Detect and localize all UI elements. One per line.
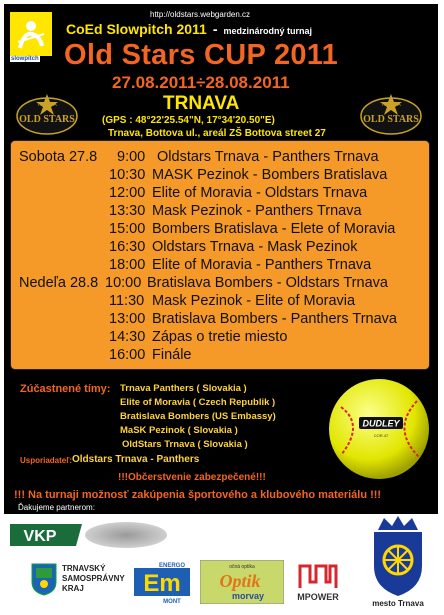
sponsors-label: Ďakujeme partnerom: <box>18 503 95 512</box>
vkp-logo <box>10 524 82 546</box>
team-item: Elite of Moravia ( Czech Republik ) <box>120 397 276 408</box>
dash: - <box>212 21 218 37</box>
event-city: TRNAVA <box>163 93 240 114</box>
event-dates: 27.08.2011÷28.08.2011 <box>112 73 290 92</box>
schedule-match: Oldstars Trnava - Mask Pezinok <box>152 239 358 255</box>
energo-bot: MONT <box>163 599 181 604</box>
energo-top: ENERGO <box>158 563 186 569</box>
schedule-time: 13:30 <box>109 203 146 219</box>
oldstars-logo-top-text: TRNAVA <box>37 102 57 108</box>
slowpitch-logo <box>10 12 52 60</box>
schedule-match: Bombers Bratislava - Elete of Moravia <box>152 221 396 237</box>
optik-morvay-logo <box>200 560 284 604</box>
venue-address: Trnava, Bottova ul., areál ZŠ Bottova street 27 <box>108 128 326 139</box>
schedule-time: 14:30 <box>109 329 146 345</box>
mpower-text: MPOWER <box>297 592 339 602</box>
schedule-time: 12:00 <box>109 185 146 201</box>
schedule-match: MASK Pezinok - Bombers Bratislava <box>152 167 388 183</box>
schedule-time: 13:00 <box>109 311 146 327</box>
mesto-trnava-logo <box>364 514 432 608</box>
schedule-match: Mask Pezinok - Panthers Trnava <box>152 203 362 219</box>
team-item: Trnava Panthers ( Slovakia ) <box>120 383 247 394</box>
organizer-value: Oldstars Trnava - Panthers <box>72 454 200 465</box>
team-item: MaSK Pezinok ( Slovakia ) <box>120 425 238 436</box>
schedule-match: Elite of Moravia - Panthers Trnava <box>152 257 372 273</box>
schedule-time: 10:30 <box>109 167 146 183</box>
gravel-image <box>84 520 168 550</box>
schedule-match: Elite of Moravia - Oldstars Trnava <box>152 185 368 201</box>
schedule-match: Oldstars Trnava - Panthers Trnava <box>157 149 379 165</box>
kraj-coat-of-arms <box>30 562 58 596</box>
schedule-day: Nedeľa 28.8 <box>19 275 99 291</box>
softball-image <box>327 377 431 481</box>
optik-sub: morvay <box>231 591 265 601</box>
schedule-panel <box>10 140 430 370</box>
participants-label: Zúčastnené tímy: <box>20 383 111 395</box>
energomont-logo <box>132 560 192 604</box>
oldstars-logo-right <box>360 92 422 136</box>
oldstars-logo-top-text: TRNAVA <box>381 102 401 108</box>
sponsor-strip <box>4 514 438 610</box>
schedule-match: Zápas o tretie miesto <box>152 329 288 345</box>
kraj-line3: KRAJ <box>62 584 84 593</box>
mpower-logo <box>290 562 346 602</box>
slowpitch-logo-text: slowpitch <box>11 56 39 62</box>
refreshments-note: !!!Občerstvenie zabezpečené!!! <box>118 472 266 483</box>
mesto-text: mesto Trnava <box>372 599 424 608</box>
schedule-time: 16:00 <box>109 347 146 363</box>
ball-brand: DUDLEY <box>362 418 400 429</box>
schedule-time: 10:00 <box>105 275 142 291</box>
team-item: OldStars Trnava ( Slovakia ) <box>122 439 248 450</box>
organizer-label: Usporiadateľ: <box>20 456 72 465</box>
optik-top: očná optika <box>229 564 255 570</box>
schedule-time: 18:00 <box>109 257 146 273</box>
gps-coordinates: (GPS : 48°22'25.54"N, 17°34'20.50"E) <box>102 115 275 126</box>
event-line: CoEd Slowpitch 2011 <box>66 21 207 37</box>
schedule-time: 11:30 <box>109 293 145 309</box>
schedule-time: 9:00 <box>117 149 146 165</box>
kraj-text <box>62 564 125 594</box>
kraj-line1: TRNAVSKÝ <box>62 564 106 573</box>
schedule-match: Bratislava Bombers - Oldstars Trnava <box>147 275 388 291</box>
oldstars-logo-text: OLD STARS <box>363 114 419 125</box>
vkp-text: VKP <box>23 528 57 545</box>
energo-mid: Em <box>143 570 181 597</box>
schedule-match: Bratislava Bombers - Panthers Trnava <box>152 311 397 327</box>
schedule-match: Mask Pezinok - Elite of Moravia <box>152 293 356 309</box>
schedule-day: Sobota 27.8 <box>19 149 98 165</box>
website-url: http://oldstars.webgarden.cz <box>150 10 251 19</box>
oldstars-logo-left <box>16 92 78 136</box>
schedule-time: 16:30 <box>109 239 146 255</box>
schedule-match: Finále <box>152 347 192 363</box>
merchandise-note: !!! Na turnaji možnosť zakúpenia športového a klubového materiálu !!! <box>14 489 382 501</box>
kraj-line2: SAMOSPRÁVNY <box>62 574 125 583</box>
event-title: Old Stars CUP 2011 <box>64 39 339 71</box>
oldstars-logo-text: OLD STARS <box>19 114 75 125</box>
schedule-time: 15:00 <box>109 221 146 237</box>
national-label: medzinárodný turnaj <box>223 26 313 36</box>
event-subtitle <box>66 21 312 37</box>
team-item: Bratislava Bombers (US Embassy) <box>120 411 276 422</box>
ball-model: COR.47 <box>373 433 389 438</box>
optik-text: Optik <box>219 571 261 591</box>
